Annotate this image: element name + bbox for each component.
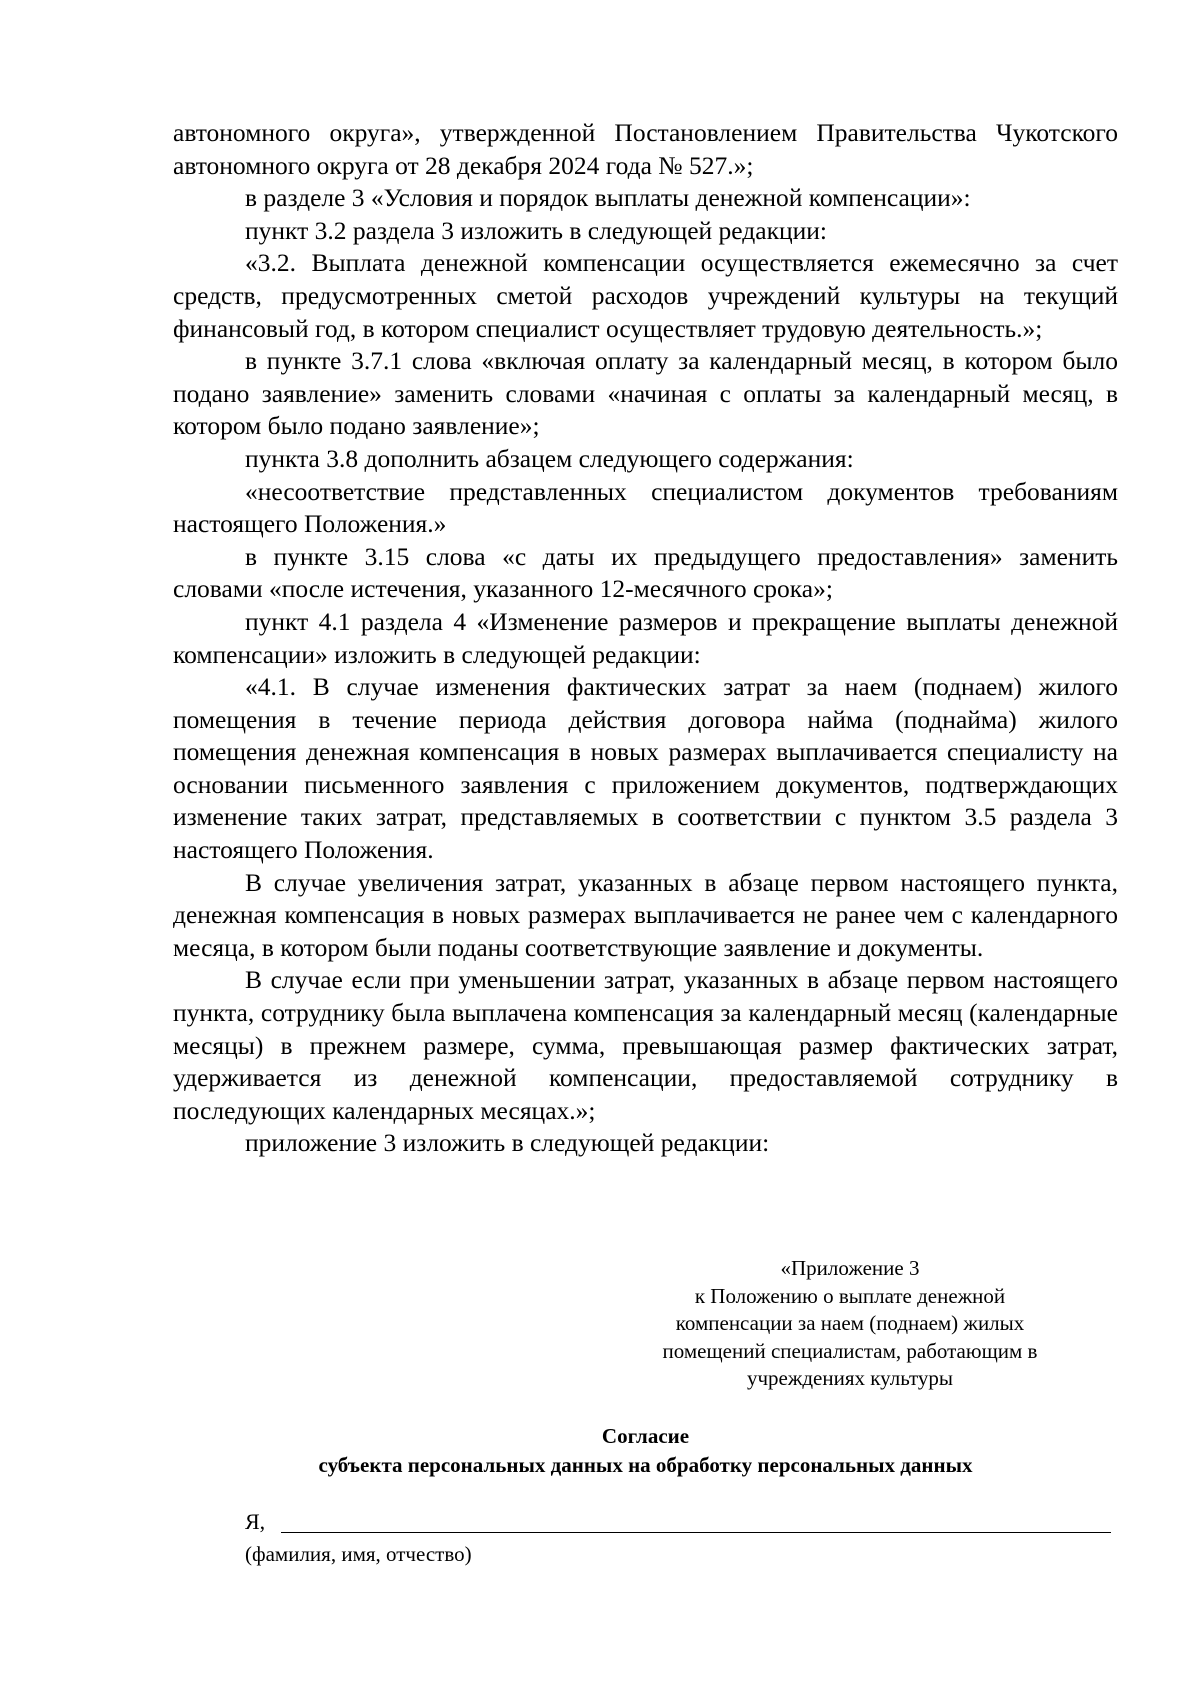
- paragraph: автономного округа», утвержденной Постановлением Правительства Чукотского автономного округа от 28 декабря 2024 года № 527.»;: [173, 118, 1118, 180]
- paragraph: В случае если при уменьшении затрат, указанных в абзаце первом настоящего пункта, сотруднику была выплачена компенсация за календарный месяц (календарные месяцы) в прежнем размере, сумма, превышающая размер фактических затрат, удерживается из денежной компенсации, предоставляемой сотруднику в последующих календарных месяцах.»;: [173, 965, 1118, 1125]
- appendix-header-line: учреждениях культуры: [746, 1366, 954, 1390]
- appendix-header-line: «Приложение 3: [780, 1256, 920, 1280]
- appendix-header-line: к Положению о выплате денежной: [694, 1283, 1006, 1308]
- name-field-label: Я,: [245, 1509, 266, 1534]
- paragraph: «4.1. В случае изменения фактических затрат за наем (поднаем) жилого помещения в течение периода действия договора найма (поднайма) жилого помещения денежная компенсация в новых размерах выплачивается специалисту на основании письменного заявления с приложением документов, подтверждающих изменение таких затрат, представляемых в соответствии с пунктом 3.5 раздела 3 настоящего Положения.: [173, 672, 1118, 865]
- consent-title-line2: субъекта персональных данных на обработку персональных данных: [318, 1453, 973, 1477]
- consent-title: [173, 1422, 1118, 1480]
- appendix-header-line: компенсации за наем (поднаем) жилых: [675, 1311, 1025, 1335]
- paragraph: В случае увеличения затрат, указанных в абзаце первом настоящего пункта, денежная компенсация в новых размерах выплачивается не ранее чем с календарного месяца, в котором были поданы соответствующие заявление и документы.: [173, 867, 1118, 962]
- paragraph: пункт 4.1 раздела 4 «Изменение размеров и прекращение выплаты денежной компенсации» изложить в следующей редакции:: [173, 606, 1118, 669]
- paragraph: в разделе 3 «Условия и порядок выплаты денежной компенсации»:: [245, 183, 971, 213]
- appendix-header: [655, 1255, 1045, 1393]
- paragraph: «3.2. Выплата денежной компенсации осуществляется ежемесячно за счет средств, предусмотренных сметой расходов учреждений культуры на текущий финансовый год, в котором специалист осуществляет трудовую деятельность.»;: [173, 248, 1118, 343]
- name-field-hint: (фамилия, имя, отчество): [245, 1542, 472, 1566]
- paragraph: «несоответствие представленных специалистом документов требованиям настоящего Положения.»: [173, 476, 1118, 539]
- appendix-header-line: помещений специалистам, работающим в: [662, 1338, 1038, 1363]
- name-field-row: [245, 1507, 1115, 1537]
- paragraph: пункта 3.8 дополнить абзацем следующего содержания:: [245, 443, 854, 473]
- paragraph: пункт 3.2 раздела 3 изложить в следующей редакции:: [245, 215, 827, 245]
- paragraph: приложение 3 изложить в следующей редакции:: [245, 1128, 770, 1158]
- paragraph: в пункте 3.15 слова «с даты их предыдущего предоставления» заменить словами «после истечения, указанного 12-месячного срока»;: [173, 541, 1118, 604]
- paragraph: в пункте 3.7.1 слова «включая оплату за календарный месяц, в котором было подано заявление» заменить словами «начиная с оплаты за календарный месяц, в котором было подано заявление»;: [173, 346, 1118, 441]
- consent-title-line1: Согласие: [601, 1424, 690, 1448]
- document-body: [173, 117, 1118, 1160]
- name-field-underline: [281, 1532, 1111, 1533]
